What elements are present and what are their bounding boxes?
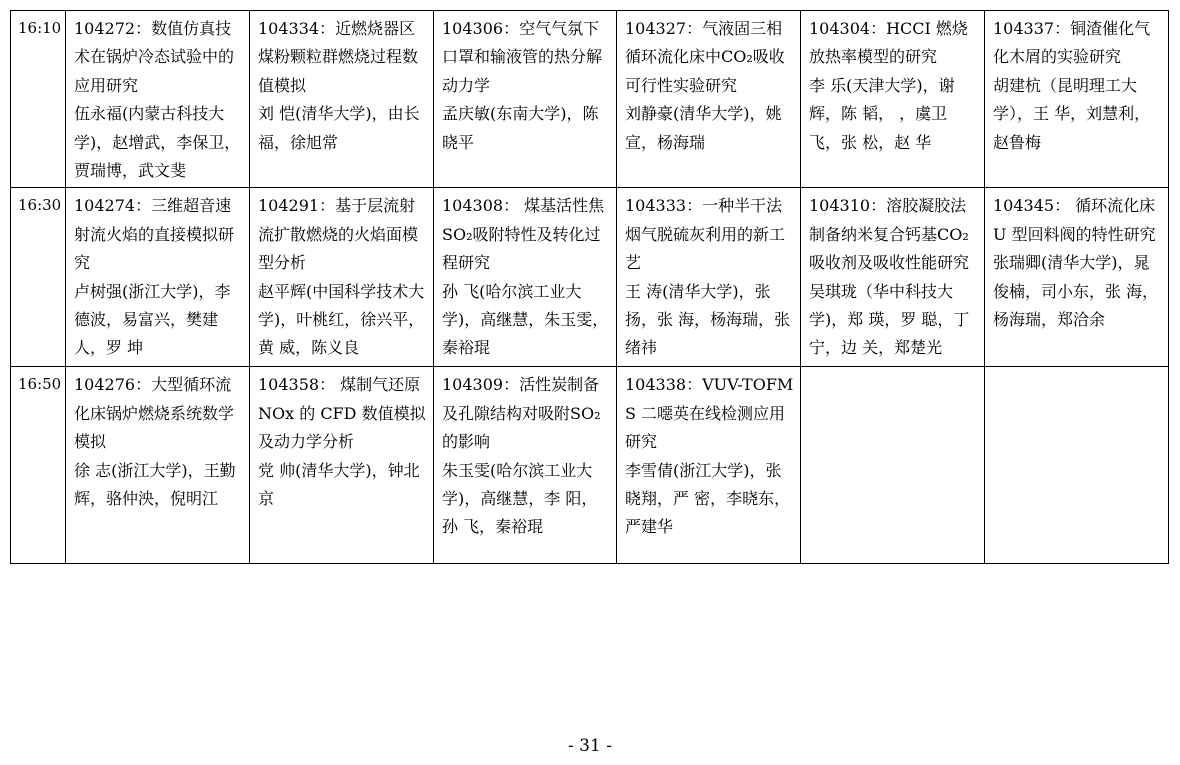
paper-title: 104274：三维超音速射流火焰的直接模拟研究	[74, 196, 235, 273]
session-cell	[434, 367, 617, 564]
paper-title: 104309：活性炭制备及孔隙结构对吸附SO₂的影响	[442, 375, 601, 452]
paper-authors: 李 乐(天津大学)，谢辉，陈 韬， ，虞卫飞，张 松，赵 华	[809, 75, 955, 152]
paper-authors: 刘 恺(清华大学)，由长福，徐旭常	[258, 104, 420, 152]
session-cell	[250, 11, 434, 188]
session-cell	[250, 367, 434, 564]
paper-title: 104334：近燃烧器区煤粉颗粒群燃烧过程数值模拟	[258, 19, 419, 95]
paper-authors: 李雪倩(浙江大学)，张晓翔，严 密，李晓东，严建华	[625, 460, 791, 537]
session-cell	[250, 188, 434, 367]
paper-authors: 王 涛(清华大学)，张扬，张 海，杨海瑞，张绪祎	[625, 281, 791, 358]
paper-title: 104276：大型循环流化床锅炉燃烧系统数学模拟	[74, 375, 235, 452]
paper-authors: 孟庆敏(东南大学)，陈晓平	[442, 104, 599, 152]
empty-cell	[801, 367, 985, 564]
session-cell	[617, 188, 801, 367]
paper-authors: 吴琪珑（华中科技大学)，郑 瑛，罗 聪，丁 宁，边 关，郑楚光	[809, 281, 970, 358]
paper-authors: 胡建杭（昆明理工大学），王 华，刘慧利，赵鲁梅	[993, 75, 1151, 152]
paper-title: 104358： 煤制气还原NOx 的 CFD 数值模拟及动力学分析	[258, 375, 426, 452]
paper-title: 104333：一种半干法烟气脱硫灰利用的新工艺	[625, 196, 786, 273]
paper-authors: 伍永福(内蒙古科技大学)，赵增武，李保卫，贾瑞博，武文斐	[74, 104, 241, 181]
paper-authors: 卢树强(浙江大学)，李德波，易富兴，樊建人，罗 坤	[74, 281, 231, 358]
time-slot: 16:50	[11, 367, 66, 564]
paper-title: 104306：空气气氛下口罩和输液管的热分解动力学	[442, 19, 603, 95]
paper-title: 104327：气液固三相循环流化床中CO₂吸收可行性实验研究	[625, 19, 785, 95]
session-cell	[66, 188, 250, 367]
paper-authors: 赵平辉(中国科学技术大学)，叶桃红，徐兴平，黄 威，陈义良	[258, 281, 425, 358]
empty-cell	[985, 367, 1169, 564]
paper-title: 104272：数值仿真技术在锅炉冷态试验中的应用研究	[74, 19, 235, 95]
paper-title: 104291：基于层流射流扩散燃烧的火焰面模型分析	[258, 196, 419, 273]
session-cell	[617, 11, 801, 188]
paper-title: 104345： 循环流化床 U 型回料阀的特性研究	[993, 196, 1156, 244]
schedule-row	[11, 11, 1169, 188]
paper-title: 104337：铜渣催化气化木屑的实验研究	[993, 19, 1151, 67]
paper-authors: 朱玉雯(哈尔滨工业大学)，高继慧，李 阳，孙 飞，秦裕琨	[442, 460, 598, 537]
session-cell	[434, 188, 617, 367]
paper-title: 104338：VUV-TOFMS 二噁英在线检测应用研究	[625, 375, 794, 452]
page-number: - 31 -	[568, 736, 612, 756]
schedule-row	[11, 367, 1169, 564]
session-cell	[985, 11, 1169, 188]
paper-authors: 徐 志(浙江大学)，王勤辉，骆仲泱，倪明江	[74, 460, 236, 509]
paper-authors: 孙 飞(哈尔滨工业大学)，高继慧，朱玉雯，秦裕琨	[442, 281, 609, 358]
session-cell	[801, 188, 985, 367]
session-cell	[985, 188, 1169, 367]
paper-title: 104304：HCCI 燃烧放热率模型的研究	[809, 19, 968, 67]
schedule-row	[11, 188, 1169, 367]
paper-title: 104308： 煤基活性焦SO₂吸附特性及转化过程研究	[442, 196, 605, 273]
time-slot: 16:30	[11, 188, 66, 367]
session-cell	[66, 11, 250, 188]
paper-authors: 张瑞卿(清华大学)，晁俊楠，司小东，张 海，杨海瑞，郑洽余	[993, 253, 1159, 330]
paper-authors: 党 帅(清华大学)，钟北京	[258, 460, 420, 509]
session-cell	[617, 367, 801, 564]
session-cell	[66, 367, 250, 564]
session-cell	[801, 11, 985, 188]
paper-title: 104310：溶胶凝胶法制备纳米复合钙基CO₂吸收剂及吸收性能研究	[809, 196, 970, 273]
time-slot: 16:10	[11, 11, 66, 188]
paper-authors: 刘静豪(清华大学)，姚宣，杨海瑞	[625, 104, 782, 152]
session-cell	[434, 11, 617, 188]
schedule-table	[10, 10, 1169, 564]
